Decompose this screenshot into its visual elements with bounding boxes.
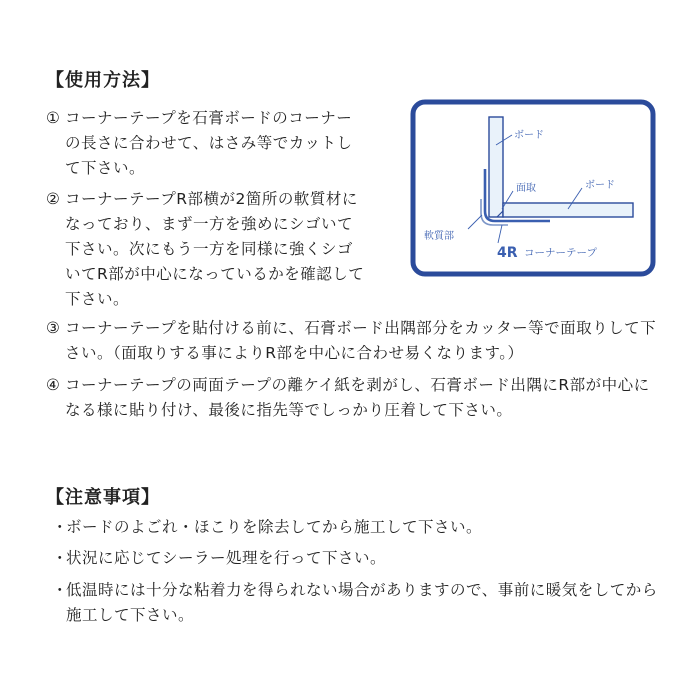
usage-step-1 [46,106,366,181]
step-number: ④ [46,376,61,394]
label-soft: 軟質部 [424,231,454,242]
caution-text: ボードのよごれ・ほこりを除去してから施工して下さい。 [66,518,483,536]
usage-step-3 [46,316,661,366]
step-text: コーナーテープを石膏ボードのコーナーの長さに合わせて、はさみ等でカットして下さい。 [65,109,353,177]
step-number: ① [46,109,61,127]
bullet: ・ [52,549,69,567]
step-number: ② [46,190,61,208]
caution-text: 状況に応じてシーラー処理を行って下さい。 [66,549,387,567]
label-board-horizontal: ボード [585,180,615,191]
step-text: コーナーテープを貼付ける前に、石膏ボード出隅部分をカッター等で面取りして下さい。（面取りする事によりR部を中心に合わせ易くなります。） [65,319,657,362]
usage-step-2 [46,187,366,312]
cautions-heading: 【注意事項】 [46,487,160,508]
label-tape: コーナーテープ [524,247,597,259]
step-text: コーナーテープの両面テープの離ケイ紙を剥がし、石膏ボード出隅にR部が中心になる様に貼り付け、最後に指先等でしっかり圧着して下さい。 [65,376,650,419]
usage-step-4 [46,373,661,423]
bullet: ・ [52,518,69,536]
board-vertical [489,117,503,217]
bullet: ・ [52,581,69,599]
caution-item-1 [52,515,672,540]
board-horizontal [503,203,633,217]
caution-item-3 [52,578,672,628]
corner-tape-diagram [410,99,656,279]
label-chamfer: 面取 [516,183,536,194]
step-number: ③ [46,319,61,337]
label-board-vertical: ボード [514,130,544,141]
caution-text: 低温時には十分な粘着力を得られない場合がありますので、事前に暖気をしてから施工して下さい。 [66,581,658,624]
usage-heading: 【使用方法】 [46,70,160,91]
step-text: コーナーテープR部横が2箇所の軟質材になっており、まず一方を強めにシゴいて下さい。次にもう一方を同様に強くシゴいてR部が中心になっているかを確認して下さい。 [65,190,365,308]
caution-item-2 [52,546,672,571]
label-r: 4R [497,245,518,261]
